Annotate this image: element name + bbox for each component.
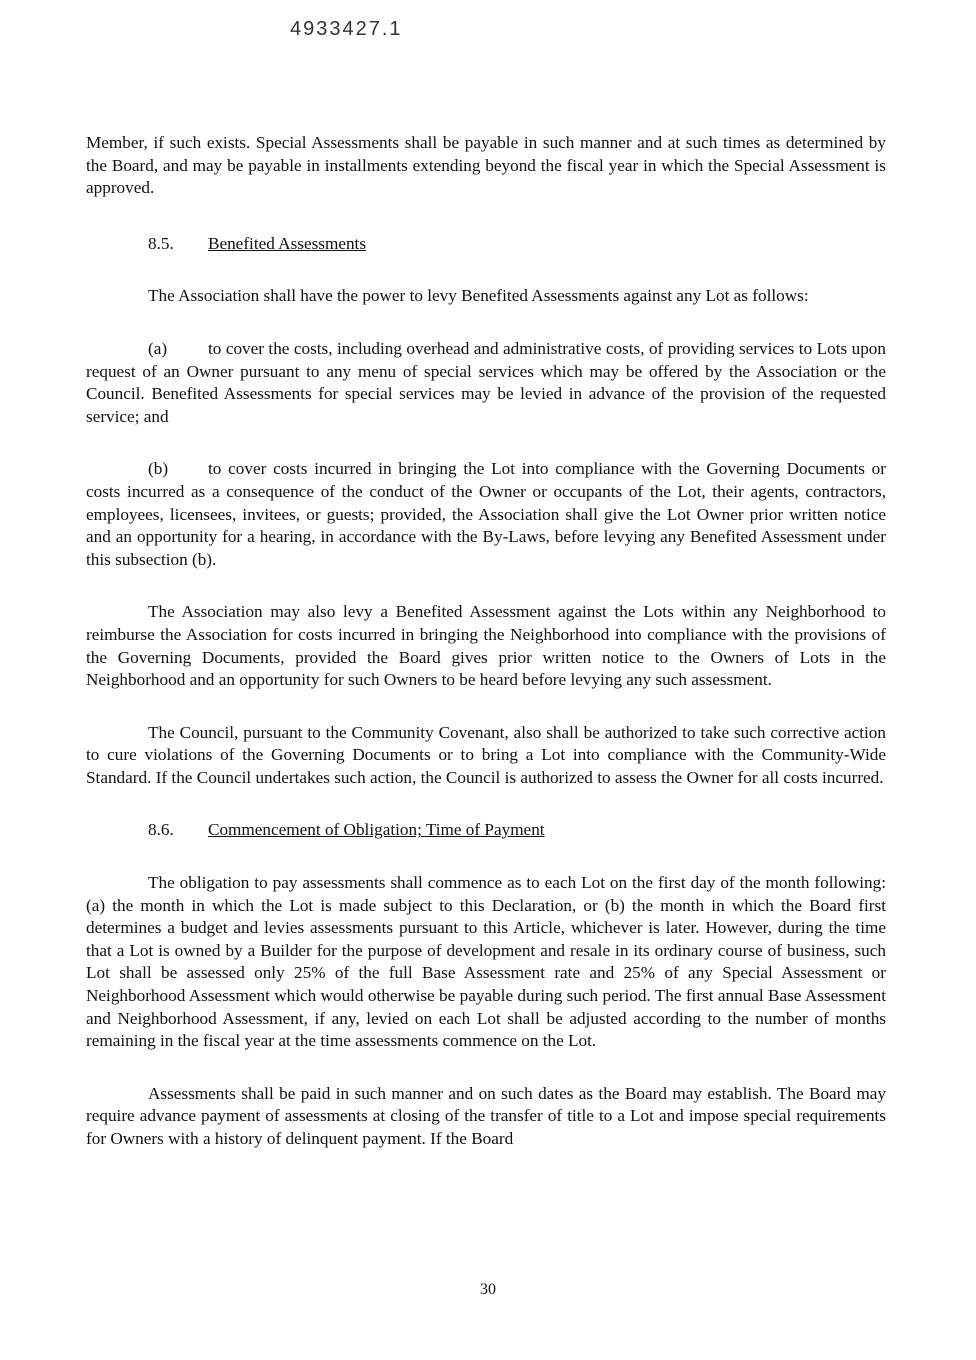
section-number: 8.6. (148, 820, 174, 840)
page-number: 30 (480, 1281, 496, 1298)
list-item-a (86, 338, 886, 428)
paragraph-payment: Assessments shall be paid in such manner and on such dates as the Board may establish. The Board may require advance payment of assessments at closing of the transfer of title to a Lot and impose special requirements for Owners with a history of delinquent payment. If the Board (86, 1083, 886, 1148)
list-item-text: to cover the costs, including overhead and administrative costs, of providing services to Lots upon request of an Owner pursuant to any menu of special services which may be offered by the Association or the Council. Benefited Assessments for special services may be levied in advance of the provision of the requested service; and (86, 338, 886, 426)
paragraph-continuation: Member, if such exists. Special Assessments shall be payable in such manner and at such times as determined by the Board, and may be payable in installments extending beyond the fiscal year in which the Special Assessment is approved. (86, 133, 886, 198)
section-title: Benefited Assessments (208, 233, 367, 253)
document-id: 4933427.1 (290, 18, 403, 40)
list-item-b (86, 458, 886, 571)
section-title: Commencement of Obligation; Time of Payment (208, 820, 545, 840)
section-number: 8.5. (148, 233, 174, 253)
page-body (86, 132, 886, 1151)
list-item-label: (b) (148, 459, 169, 479)
paragraph-levy-power: The Association shall have the power to levy Benefited Assessments against any Lot as follows: (148, 286, 809, 306)
list-item-text: to cover costs incurred in bringing the Lot into compliance with the Governing Documents or costs incurred as a consequence of the conduct of the Owner or occupants of the Lot, their agents, contractors, employees, licensees, invitees, or guests; provided, the Association shall give the Lot Owner prior written notice and an opportunity for a hearing, in accordance with the By-Laws, before levying any Benefited Assessment under this subsection (b). (86, 459, 886, 569)
list-item-label: (a) (148, 338, 168, 358)
section-heading-8-5 (86, 233, 886, 256)
paragraph-commencement: The obligation to pay assessments shall commence as to each Lot on the first day of the month following: (a) the month in which the Lot is made subject to this Declaration, or (b) the month in which the Board first determines a budget and levies assessments pursuant to this Article, whichever is later. However, during the time that a Lot is owned by a Builder for the purpose of development and resale in its ordinary course of business, such Lot shall be assessed only 25% of the full Base Assessment rate and 25% of any Special Assessment or Neighborhood Assessment which would otherwise be payable during such period. The first annual Base Assessment and Neighborhood Assessment, if any, levied on each Lot shall be adjusted according to the number of months remaining in the fiscal year at the time assessments commence on the Lot. (86, 873, 886, 1051)
paragraph-neighborhood: The Association may also levy a Benefited Assessment against the Lots within any Neighborhood to reimburse the Association for costs incurred in bringing the Neighborhood into compliance with the provisions of the Governing Documents, provided the Board gives prior written notice to the Owners of Lots in the Neighborhood and an opportunity for such Owners to be heard before levying any such assessment. (86, 602, 886, 690)
paragraph-council: The Council, pursuant to the Community Covenant, also shall be authorized to take such corrective action to cure violations of the Governing Documents or to bring a Lot into compliance with the Community-Wide Standard. If the Council undertakes such action, the Council is authorized to assess the Owner for all costs incurred. (86, 722, 886, 787)
section-heading-8-6 (86, 819, 886, 842)
